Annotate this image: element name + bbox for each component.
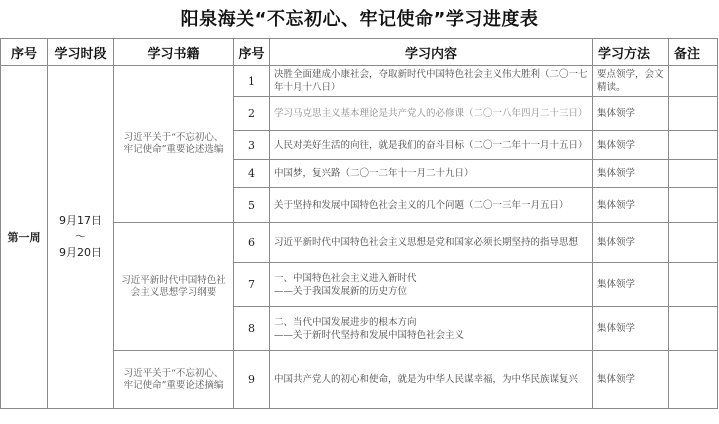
content-line-2: ——关于我国发展新的历史方位 (274, 285, 408, 297)
row-content (270, 307, 593, 351)
row-content (270, 263, 593, 307)
row-method: 集体领学 (593, 188, 669, 223)
content-line-1: 二、当代中国发展进步的根本方向 (274, 316, 417, 328)
row-content: 决胜全面建成小康社会，夺取新时代中国特色社会主义伟大胜利（二〇一七年十月十八日） (270, 66, 593, 97)
row-content: 学习马克思主义基本理论是共产党人的必修课（二〇一八年四月二十三日） (270, 97, 593, 131)
row-method: 集体领学 (593, 97, 669, 131)
content-line-1: 一、中国特色社会主义进入新时代 (274, 272, 417, 284)
book-1: 习近平关于“不忘初心、牢记使命”重要论述选编 (114, 66, 234, 223)
row-note (669, 263, 718, 307)
row-note (669, 351, 718, 409)
study-schedule-table (0, 38, 718, 409)
header-content: 学习内容 (270, 39, 593, 66)
row-num: 3 (234, 131, 270, 160)
row-method: 集体领学 (593, 263, 669, 307)
row-content: 习近平新时代中国特色社会主义思想是党和国家必须长期坚持的指导思想 (270, 223, 593, 263)
content-line-2: ——关于新时代坚持和发展中国特色社会主义 (274, 329, 465, 341)
period-end: 9月20日 (59, 246, 102, 259)
row-num: 4 (234, 160, 270, 188)
row-method: 集体领学 (593, 307, 669, 351)
week-label: 第一周 (1, 66, 48, 409)
row-method: 集体领学 (593, 160, 669, 188)
book-3: 习近平关于“不忘初心、牢记使命”重要论述摘编 (114, 351, 234, 409)
row-num: 5 (234, 188, 270, 223)
row-note (669, 188, 718, 223)
row-method: 集体领学 (593, 131, 669, 160)
row-method: 集体领学 (593, 351, 669, 409)
period-start: 9月17日 (59, 214, 102, 227)
row-note (669, 66, 718, 97)
period-separator: ～ (75, 230, 86, 243)
row-method: 要点领学，会文精读。 (593, 66, 669, 97)
row-note (669, 131, 718, 160)
page-title: 阳泉海关“不忘初心、牢记使命”学习进度表 (180, 9, 539, 30)
row-num: 9 (234, 351, 270, 409)
header-seq: 序号 (1, 39, 48, 66)
row-method: 集体领学 (593, 223, 669, 263)
row-num: 6 (234, 223, 270, 263)
table-row (1, 66, 718, 97)
header-note: 备注 (669, 39, 718, 66)
header-method: 学习方法 (593, 39, 669, 66)
header-num: 序号 (234, 39, 270, 66)
row-num: 2 (234, 97, 270, 131)
header-book: 学习书籍 (114, 39, 234, 66)
row-note (669, 223, 718, 263)
header-row (1, 39, 718, 66)
book-2: 习近平新时代中国特色社会主义思想学习纲要 (114, 223, 234, 351)
row-content: 人民对美好生活的向往，就是我们的奋斗目标（二〇一二年十一月十五日） (270, 131, 593, 160)
row-note (669, 307, 718, 351)
row-num: 8 (234, 307, 270, 351)
row-num: 1 (234, 66, 270, 97)
row-content: 关于坚持和发展中国特色社会主义的几个问题（二〇一三年一月五日） (270, 188, 593, 223)
row-note (669, 97, 718, 131)
row-content: 中国共产党人的初心和使命，就是为中华人民谋幸福，为中华民族谋复兴 (270, 351, 593, 409)
header-period: 学习时段 (48, 39, 114, 66)
period-cell (48, 66, 114, 409)
row-content: 中国梦，复兴路（二〇一二年十一月二十九日） (270, 160, 593, 188)
row-num: 7 (234, 263, 270, 307)
row-note (669, 160, 718, 188)
